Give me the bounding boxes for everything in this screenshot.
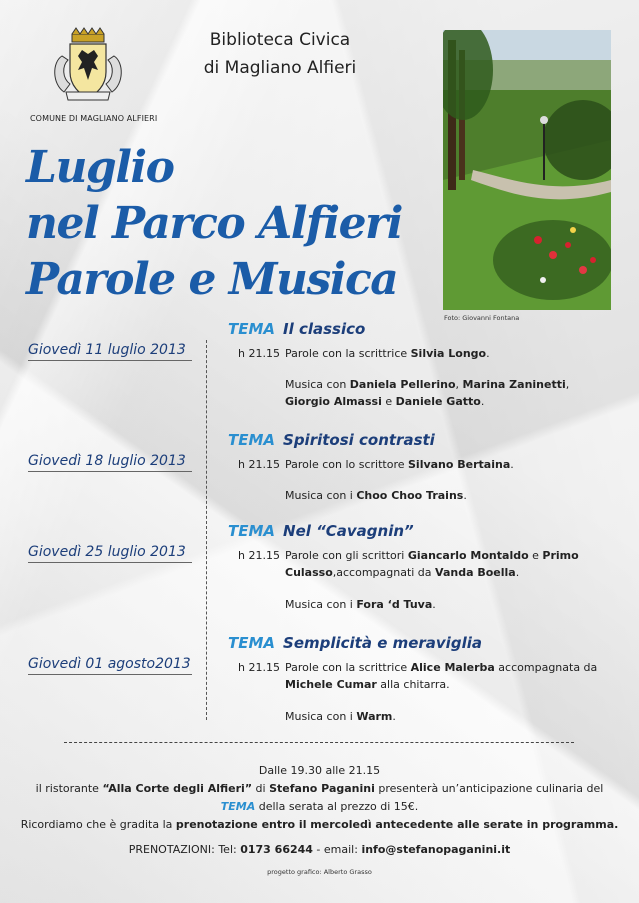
text-run: . [432, 598, 436, 611]
event-theme [228, 522, 414, 540]
text-run: . [515, 566, 520, 579]
text-run: Musica con i [285, 489, 357, 502]
performer-name: Silvano Bertaina [408, 458, 511, 471]
contact-line [10, 843, 629, 856]
performer-name: Alice Malerba [410, 661, 495, 674]
library-name [190, 26, 370, 82]
title-line-3: Parole e Musica [26, 254, 398, 305]
text-run: . [463, 489, 467, 502]
event-hour: h 21.15 [238, 661, 280, 674]
theme-keyword: TEMA [228, 431, 276, 449]
design-credit: progetto grafico: Alberto Grasso [267, 868, 372, 876]
performer-name: Vanda Boella [435, 566, 516, 579]
event-title [26, 140, 446, 308]
event-date: Giovedì 01 agosto2013 [28, 656, 192, 675]
event-music [285, 376, 605, 410]
performer-name: Silvia Longo [410, 347, 487, 360]
text-run: alla chitarra. [376, 678, 450, 691]
contact-label: PRENOTAZIONI: Tel: [128, 843, 241, 856]
restaurant-name: “Alla Corte degli Alfieri” [102, 782, 253, 795]
event-music [285, 487, 605, 504]
theme-title: Spiritosi contrasti [283, 431, 435, 449]
performer-name: Michele Cumar [285, 678, 377, 691]
title-line-2: nel Parco Alfieri [26, 198, 402, 249]
event-words [285, 456, 605, 473]
text-run: ,accompagnati da [332, 566, 436, 579]
text-run: , [565, 378, 570, 391]
library-line-2: di Magliano Alfieri [203, 58, 357, 78]
text-run: Parole con la scrittrice [285, 661, 411, 674]
contact-phone[interactable]: 0173 66244 [240, 843, 313, 856]
chef-name: Stefano Paganini [269, 782, 375, 795]
performer-name: Giancarlo Montaldo [407, 549, 529, 562]
event-theme [228, 320, 365, 338]
reminder-intro: Ricordiamo che è gradita la [20, 818, 176, 831]
performer-name: Warm [356, 710, 393, 723]
event-theme [228, 634, 482, 652]
event-words [285, 345, 605, 362]
text-run: Parole con la scrittrice [285, 347, 411, 360]
footer-reminder [10, 816, 629, 834]
text-run: e [381, 395, 396, 408]
text-run: Musica con i [285, 598, 357, 611]
text-run: . [480, 395, 485, 408]
text-run: Musica con [285, 378, 350, 391]
contact-separator: - email: [312, 843, 362, 856]
text-run: , [455, 378, 463, 391]
event-words [285, 547, 605, 581]
park-photo-illustration [443, 30, 611, 310]
text-run: Musica con i [285, 710, 357, 723]
performer-name: Daniela Pellerino [349, 378, 456, 391]
event-date: Giovedì 18 luglio 2013 [28, 453, 192, 472]
text-run: . [486, 347, 490, 360]
event-hour: h 21.15 [238, 347, 280, 360]
performer-name: Primo Culasso [285, 549, 579, 579]
theme-keyword: TEMA [228, 320, 276, 338]
text-run: . [510, 458, 514, 471]
photo-credit: Foto: Giovanni Fontana [444, 314, 520, 322]
price-tema-keyword: TEMA [220, 800, 256, 813]
performer-name: Fora ‘d Tuva [356, 598, 433, 611]
municipal-crest-icon [48, 26, 128, 106]
event-date: Giovedì 11 luglio 2013 [28, 342, 192, 361]
event-music [285, 708, 605, 725]
theme-keyword: TEMA [228, 634, 276, 652]
performer-name: Daniele Gatto [395, 395, 481, 408]
footer-price [10, 798, 629, 816]
restaurant-outro: presenterà un’anticipazione culinaria del [374, 782, 604, 795]
theme-title: Nel “Cavagnin” [283, 522, 414, 540]
text-run: Parole con gli scrittori [285, 549, 408, 562]
theme-keyword: TEMA [228, 522, 276, 540]
reminder-bold: prenotazione entro il mercoledì antecedente alle serate in programma. [175, 818, 619, 831]
contact-email[interactable]: info@stefanopaganini.it [361, 843, 511, 856]
performer-name: Marina Zaninetti [462, 378, 566, 391]
performer-name: Choo Choo Trains [356, 489, 464, 502]
event-music [285, 596, 605, 613]
title-line-1: Luglio [26, 142, 174, 193]
restaurant-intro: il ristorante [35, 782, 103, 795]
footer-info [10, 762, 629, 834]
price-text: della serata al prezzo di 15€. [255, 800, 419, 813]
footer-restaurant [10, 780, 629, 798]
event-theme [228, 431, 435, 449]
theme-title: Il classico [283, 320, 366, 338]
text-run: Parole con lo scrittore [285, 458, 408, 471]
event-hour: h 21.15 [238, 549, 280, 562]
text-run: accompagnata da [494, 661, 598, 674]
footer-time: Dalle 19.30 alle 21.15 [258, 764, 381, 777]
event-words [285, 659, 605, 693]
comune-label: COMUNE DI MAGLIANO ALFIERI [30, 114, 158, 123]
text-run: e [528, 549, 543, 562]
park-photo [443, 30, 611, 310]
event-date: Giovedì 25 luglio 2013 [28, 544, 192, 563]
schedule-divider [206, 340, 207, 720]
restaurant-di: di [252, 782, 270, 795]
footer-divider [64, 742, 574, 743]
event-hour: h 21.15 [238, 458, 280, 471]
library-line-1: Biblioteca Civica [209, 30, 351, 50]
performer-name: Giorgio Almassi [285, 395, 382, 408]
text-run: . [392, 710, 396, 723]
theme-title: Semplicità e meraviglia [283, 634, 482, 652]
